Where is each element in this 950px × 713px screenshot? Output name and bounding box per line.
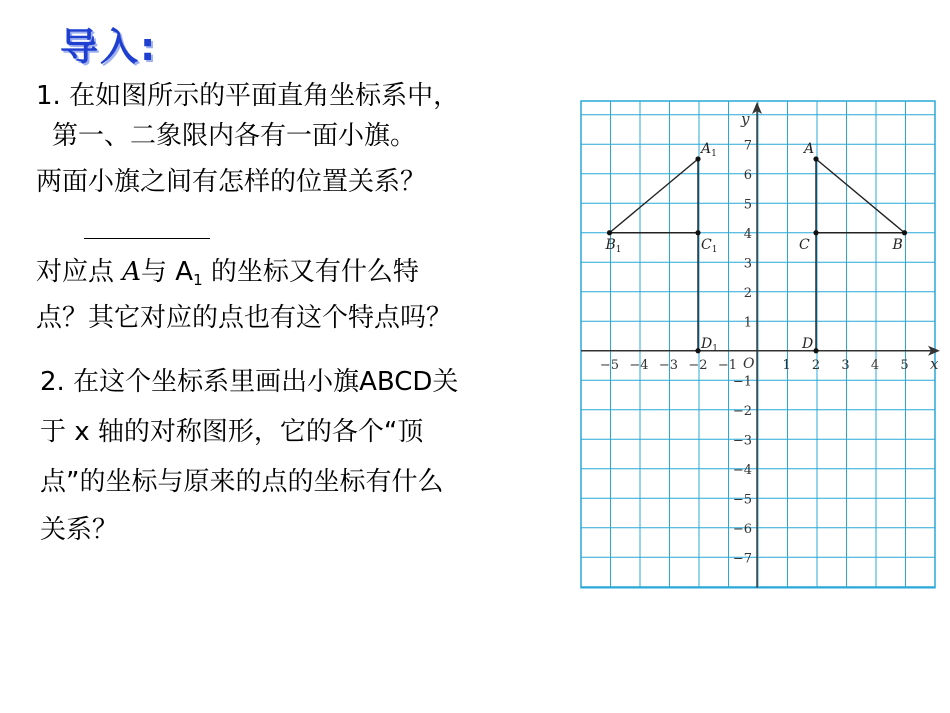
subscript-1: 1 [193, 271, 203, 289]
y-tick-label: 7 [743, 138, 752, 154]
q2-line2: 于 x 轴的对称图形，它的各个“顶 [40, 417, 424, 447]
point-a-label: A [122, 257, 142, 287]
point-b1 [607, 230, 612, 235]
x-tick-label: 4 [870, 357, 880, 373]
point-label-c: C [799, 236, 810, 253]
x-tick-label: −2 [688, 357, 708, 373]
point-subscript: 1 [711, 244, 718, 255]
point-label-b1: $B_1$ [605, 236, 622, 255]
x-tick-label: 5 [900, 357, 909, 373]
q1-line1: 1. 在如图所示的平面直角坐标系中， [36, 81, 460, 111]
coordinate-grid [580, 100, 942, 602]
point-label-c1: $C_1$ [701, 236, 718, 255]
point-c [813, 230, 818, 235]
q2-line1: 2. 在这个坐标系里画出小旗ABCD关 [40, 367, 459, 397]
y-tick-label: 4 [743, 226, 752, 242]
point-d1 [695, 348, 700, 353]
point-a [813, 156, 818, 161]
q1-line5: 点？其它对应的点也有这个特点吗？ [36, 303, 453, 333]
x-tick-label: −3 [658, 357, 679, 373]
point-a1 [695, 156, 700, 161]
point-label-d1: $D_1$ [701, 335, 718, 354]
page-title: 导入: [60, 25, 158, 69]
point-subscript: 1 [712, 343, 718, 354]
x-tick-label: −4 [629, 357, 649, 373]
y-tick-label: −5 [732, 492, 752, 508]
x-tick-label: 2 [811, 357, 821, 373]
q1-line3: 两面小旗之间有怎样的位置关系？ [36, 167, 427, 197]
y-tick-label: 6 [743, 167, 752, 183]
y-tick-label: −3 [732, 433, 752, 449]
q1-line2: 第一、二象限内各有一面小旗。 [52, 121, 417, 151]
y-tick-label: −1 [732, 374, 752, 390]
y-tick-label: −2 [732, 403, 752, 419]
y-tick-label: −6 [732, 521, 752, 537]
point-subscript: 1 [711, 149, 717, 159]
x-tick-label: −5 [599, 357, 620, 373]
x-tick-label: 1 [782, 357, 791, 373]
x-axis-label: x [930, 354, 939, 373]
x-tick-label: 3 [841, 357, 850, 373]
y-tick-label: 5 [743, 197, 752, 213]
x-tick-label: −1 [717, 357, 738, 373]
q1-line4-post: 的坐标又有什么特 [202, 257, 419, 287]
y-tick-label: 3 [743, 256, 752, 272]
answer-blank [84, 238, 210, 239]
y-tick-label: 2 [743, 285, 752, 301]
q2-line3: 点”的坐标与原来的点的坐标有什么 [40, 467, 444, 497]
origin-label: O [743, 355, 755, 372]
q1-line4-pre: 对应点 [36, 257, 123, 287]
point-subscript: 1 [615, 244, 622, 255]
q1-line4 [36, 256, 419, 296]
q1-line4-mid: 与 A [141, 257, 194, 287]
point-d [813, 348, 818, 353]
point-label-a1: $A_1$ [701, 141, 717, 159]
q2-line4: 关系？ [40, 515, 119, 545]
point-label-b: B [892, 236, 903, 253]
point-label-a: A [804, 141, 815, 157]
y-axis-label: y [741, 110, 750, 128]
point-b [902, 230, 907, 235]
y-tick-label: −4 [732, 462, 752, 478]
point-c1 [695, 230, 700, 235]
point-label-d: D [802, 335, 814, 352]
y-tick-label: 1 [743, 315, 752, 331]
y-tick-label: −7 [732, 551, 752, 567]
